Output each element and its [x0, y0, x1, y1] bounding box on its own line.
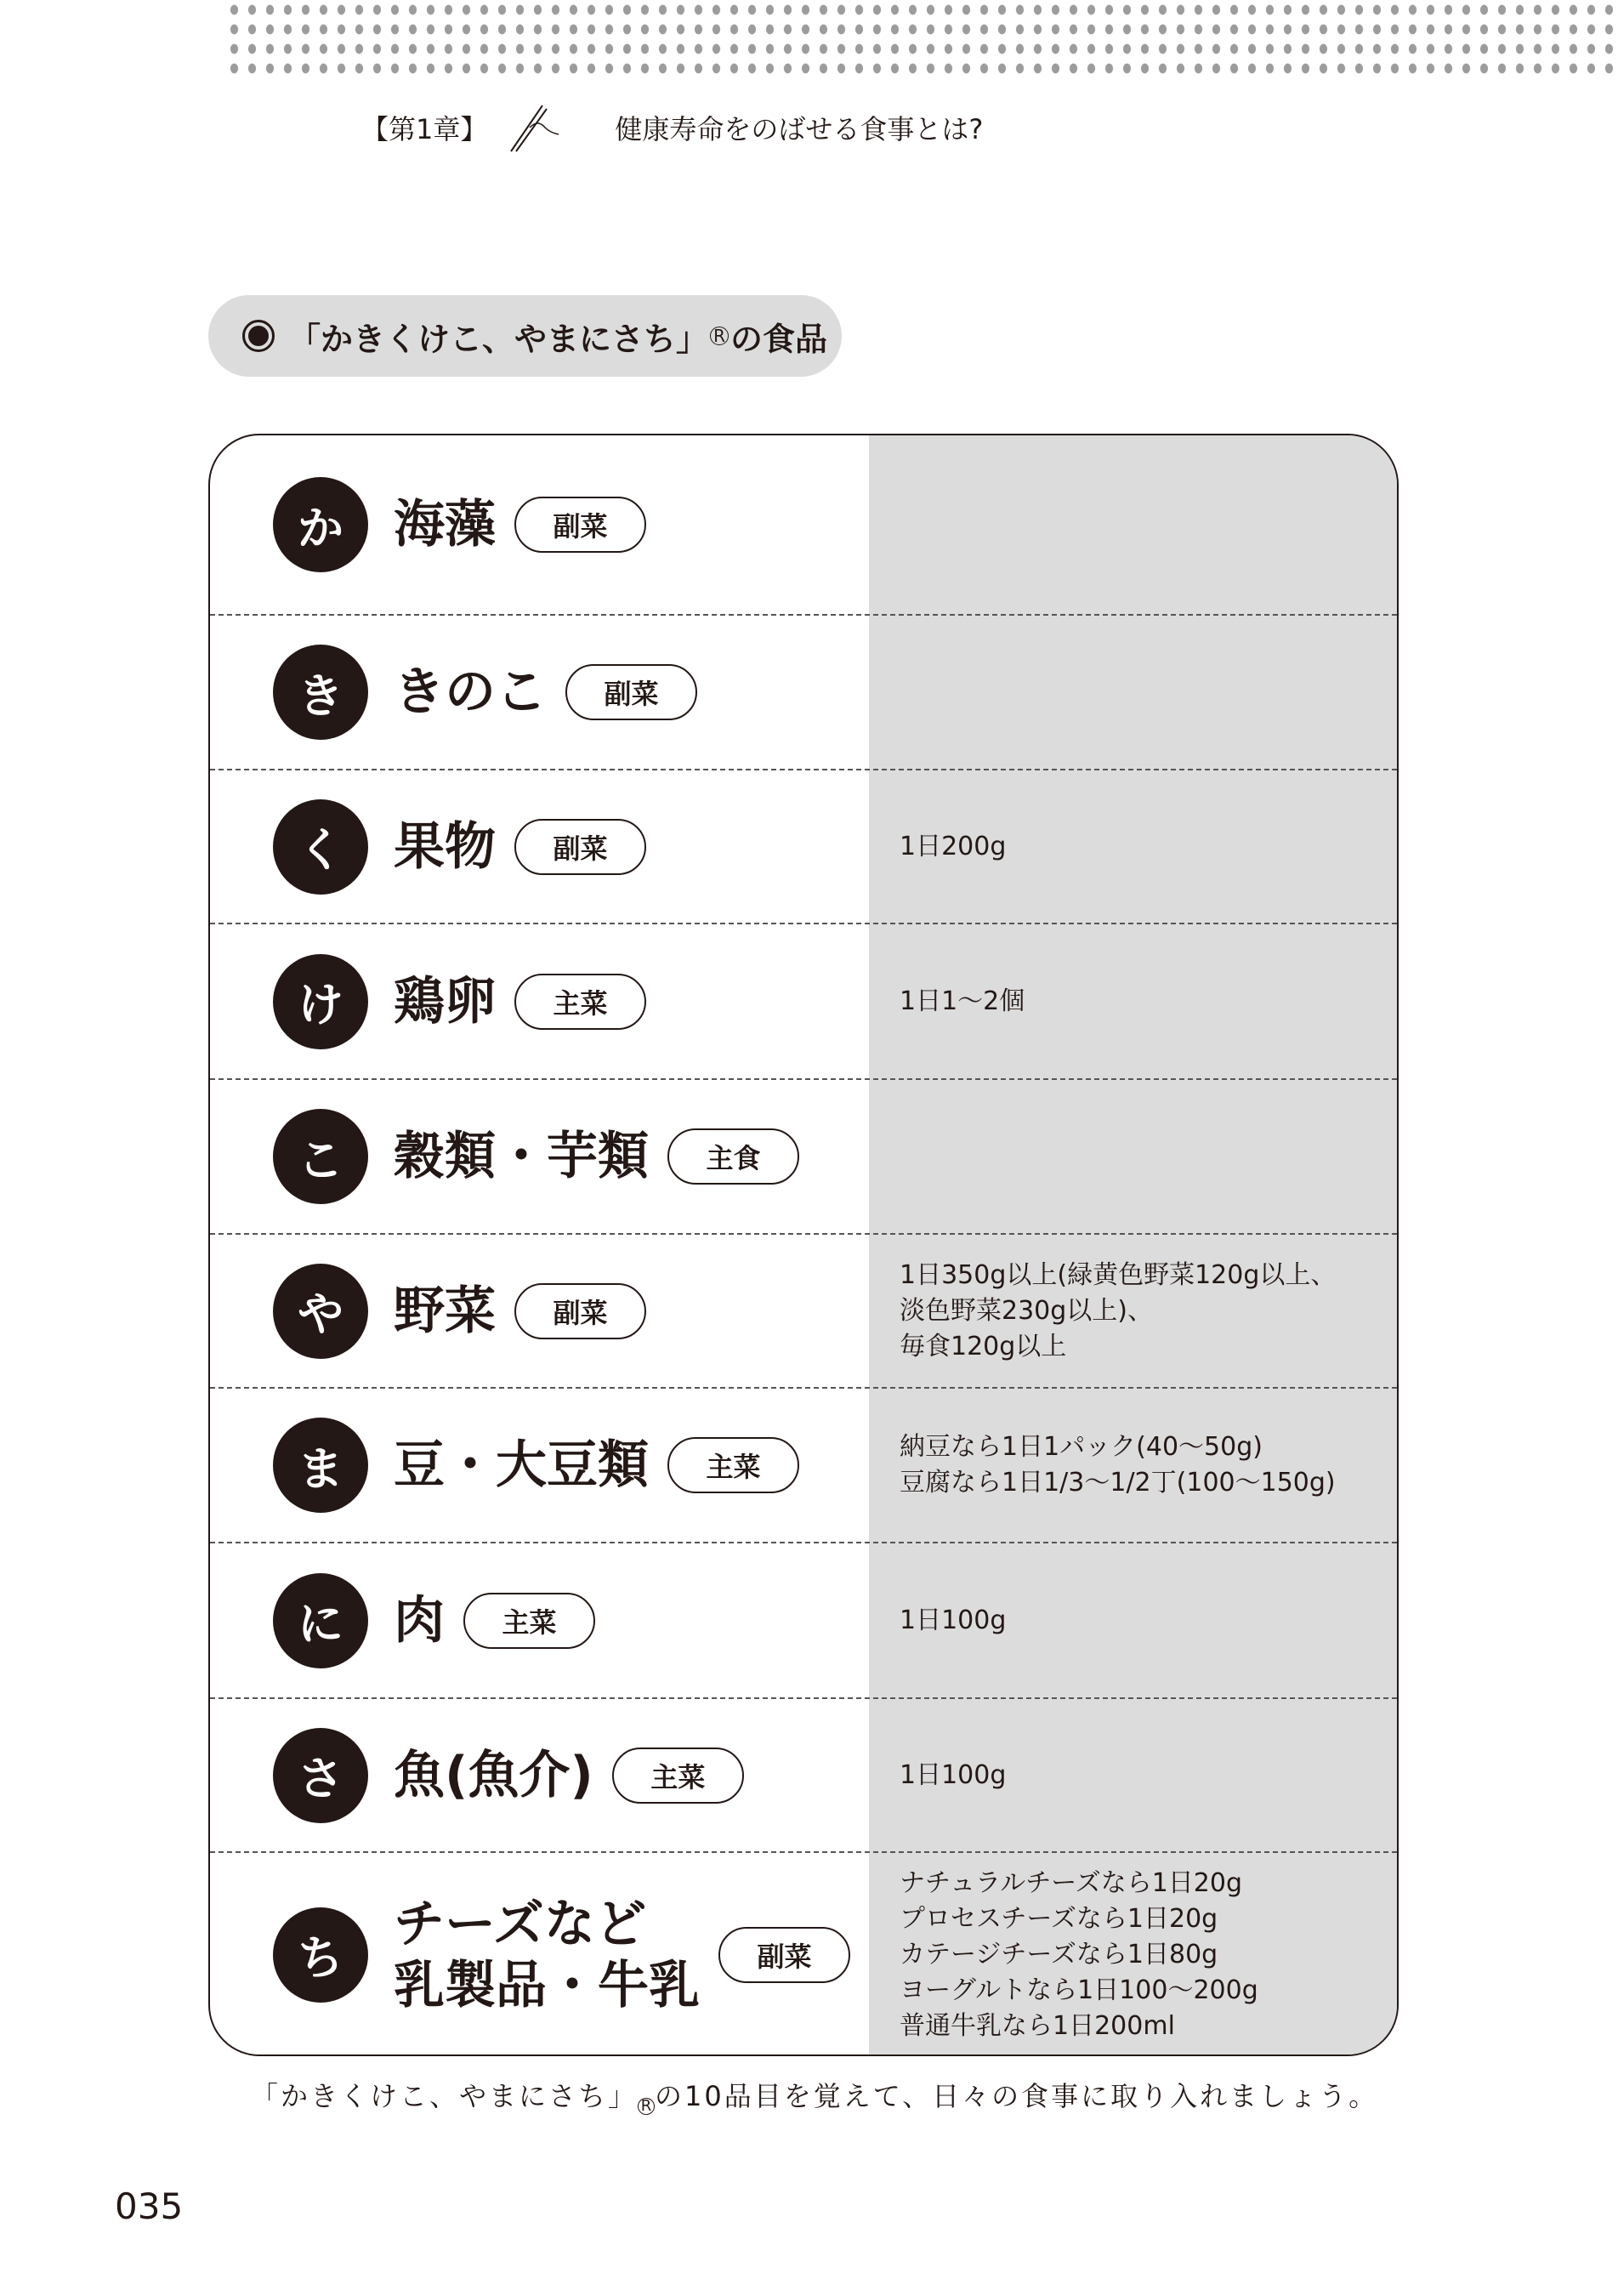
table-row [210, 924, 1397, 1080]
amount-cell [869, 1235, 1397, 1387]
amount-cell [869, 616, 1397, 769]
amount-cell [869, 1853, 1397, 2056]
table-row [210, 1389, 1397, 1543]
running-header [361, 102, 983, 153]
amount-cell [869, 924, 1397, 1078]
page-number: 035 [115, 2185, 184, 2227]
amount-cell [869, 1389, 1397, 1542]
food-name: 野菜 [394, 1281, 496, 1341]
food-cell [210, 616, 869, 769]
section-title-suffix: の食品 [730, 320, 828, 358]
food-cell [210, 1389, 869, 1542]
chapter-title: 健康寿命をのばせる食事とは? [615, 113, 984, 145]
food-name: 果物 [394, 816, 496, 877]
caption-text: 「かきくけこ、やまにさち」 [251, 2080, 639, 2112]
food-cell [210, 1235, 869, 1387]
amount-cell [869, 435, 1397, 614]
amount-line: ナチュラルチーズなら1日20g [900, 1867, 1243, 1898]
bullet-icon [242, 320, 275, 352]
chapter-label: 【第1章】 [361, 113, 488, 145]
amount-line: ヨーグルトなら1日100〜200g [900, 1975, 1258, 2005]
table-row [210, 1699, 1397, 1853]
amount-line: 1日100g [900, 1759, 1007, 1790]
table-row [210, 1235, 1397, 1389]
letter-circle: や [273, 1264, 368, 1359]
food-name: 穀類・芋類 [394, 1127, 649, 1186]
category-badge: 副菜 [718, 1927, 850, 1983]
food-cell [210, 770, 869, 923]
food-cell [210, 1080, 869, 1233]
category-badge: 副菜 [514, 1283, 646, 1339]
amount-line: プロセスチーズなら1日20g [900, 1903, 1218, 1934]
food-name: きのこ [394, 662, 547, 722]
registered-mark: R [638, 2098, 655, 2115]
food-cell [210, 435, 869, 614]
amount-line: 納豆なら1日1パック(40〜50g) [900, 1432, 1263, 1462]
table-row [210, 1080, 1397, 1235]
letter-circle: く [273, 799, 368, 895]
food-cell [210, 1853, 869, 2056]
letter-circle: さ [273, 1728, 368, 1823]
food-name: 海藻 [394, 495, 496, 554]
table-row [210, 616, 1397, 770]
registered-mark: R [710, 327, 729, 345]
letter-circle: け [273, 954, 368, 1049]
food-name: 豆・大豆類 [394, 1435, 649, 1495]
letter-circle: こ [273, 1109, 368, 1204]
food-cell [210, 1543, 869, 1697]
letter-circle: ち [273, 1907, 368, 2003]
food-name: 肉 [394, 1590, 445, 1651]
section-title [208, 295, 842, 377]
letter-circle: ま [273, 1418, 368, 1513]
amount-line: 1日100g [900, 1605, 1007, 1635]
letter-circle: に [273, 1573, 368, 1668]
amount-line: 1日200g [900, 831, 1007, 861]
chopsticks-icon [504, 102, 564, 153]
table-row [210, 770, 1397, 924]
category-badge: 主菜 [667, 1437, 799, 1493]
category-badge: 副菜 [514, 819, 646, 875]
food-table [208, 434, 1399, 2056]
category-badge: 主菜 [514, 974, 646, 1030]
letter-circle: き [273, 645, 368, 740]
amount-cell [869, 1080, 1397, 1233]
amount-line: カテージチーズなら1日80g [900, 1939, 1218, 1969]
amount-line: 普通牛乳なら1日200ml [900, 2010, 1175, 2041]
caption-suffix: の10品目を覚えて、日々の食事に取り入れましょう。 [655, 2080, 1379, 2112]
table-row [210, 1543, 1397, 1699]
category-badge: 副菜 [565, 664, 697, 720]
amount-line: 1日1〜2個 [900, 986, 1025, 1016]
food-cell [210, 1699, 869, 1851]
food-name: 鶏卵 [394, 971, 496, 1031]
amount-line: 毎食120g以上 [900, 1331, 1067, 1361]
food-name: チーズなど 乳製品・牛乳 [394, 1894, 700, 2015]
amount-cell [869, 1543, 1397, 1697]
category-badge: 主菜 [612, 1748, 744, 1804]
food-cell [210, 924, 869, 1078]
amount-line: 淡色野菜230g以上)、 [900, 1295, 1154, 1326]
dot-pattern-decoration [225, 0, 1618, 78]
table-row [210, 435, 1397, 616]
amount-line: 1日350g以上(緑黄色野菜120g以上、 [900, 1259, 1337, 1290]
category-badge: 主菜 [463, 1593, 595, 1649]
table-row [210, 1853, 1397, 2056]
category-badge: 副菜 [514, 497, 646, 553]
amount-line: 豆腐なら1日1/3〜1/2丁(100〜150g) [900, 1468, 1336, 1498]
food-name: 魚(魚介) [394, 1745, 593, 1805]
section-title-text: 「かきくけこ、やまにさち」 [288, 320, 709, 358]
amount-cell [869, 1699, 1397, 1851]
amount-cell [869, 770, 1397, 923]
caption [251, 2075, 1378, 2115]
letter-circle: か [273, 477, 368, 572]
category-badge: 主食 [667, 1128, 799, 1185]
